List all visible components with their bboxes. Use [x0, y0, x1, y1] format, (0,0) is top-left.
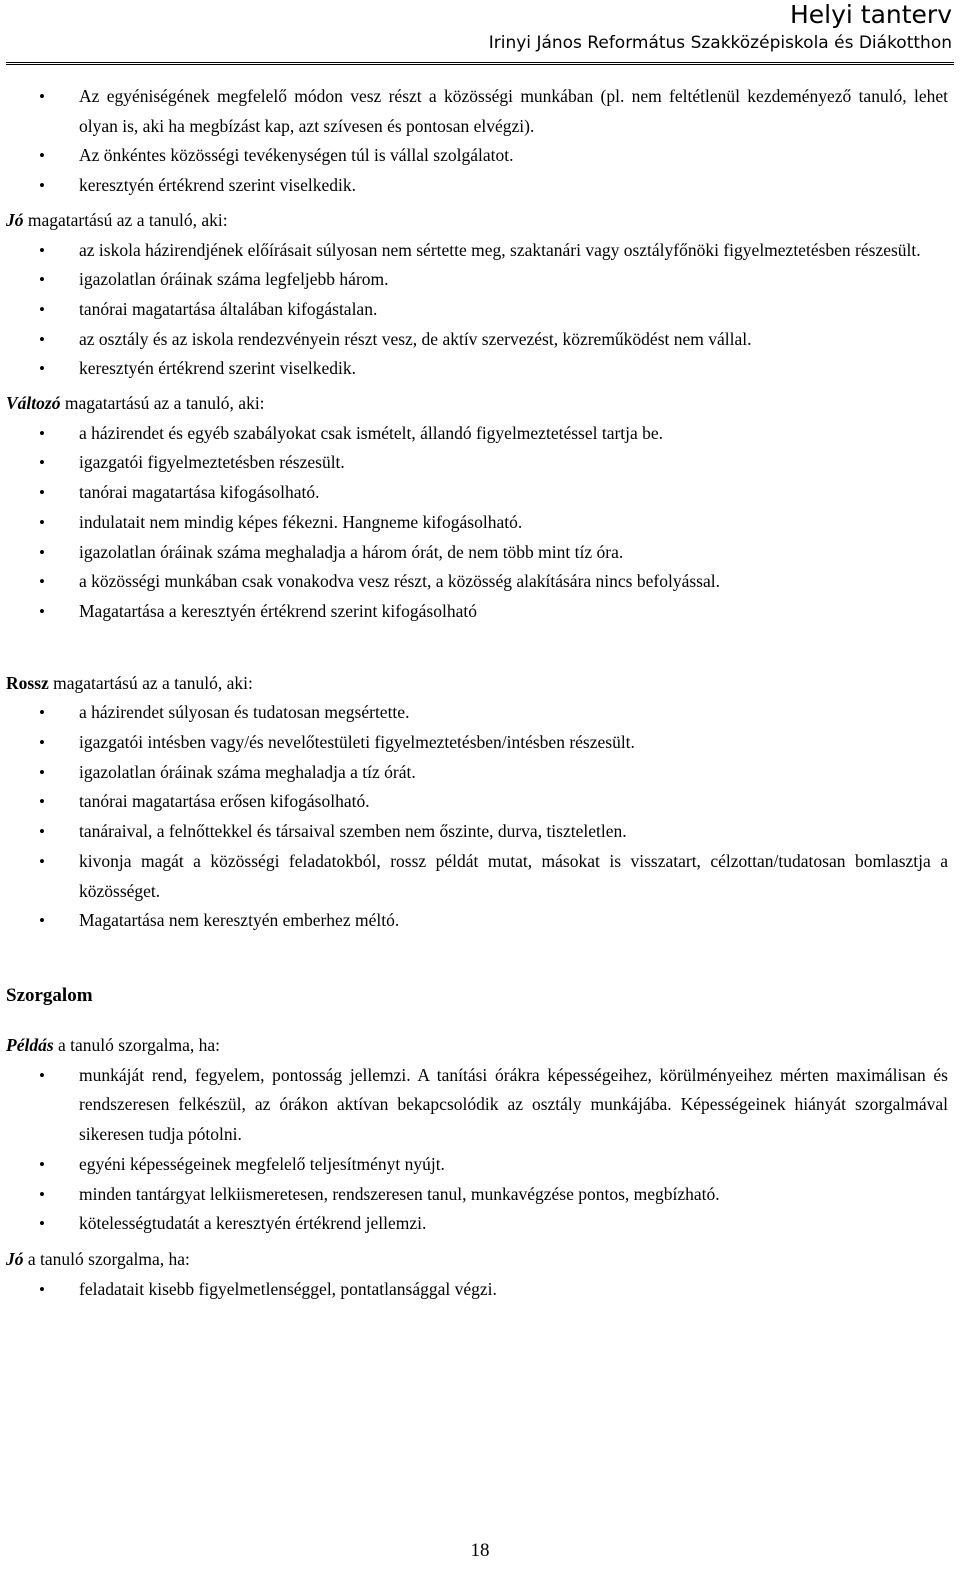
list-item: • tanáraival, a felnőttekkel és társaival szemben nem őszinte, durva, tiszteletlen.	[6, 817, 948, 847]
lead-text: magatartású az a tanuló, aki:	[60, 393, 265, 414]
list-item: • kötelességtudatát a keresztyén értékrend jellemzi.	[6, 1209, 948, 1239]
header-title: Helyi tanterv	[789, 0, 952, 29]
list-item: • Az egyéniségének megfelelő módon vesz részt a közösségi munkában (pl. nem feltétlenül kezdeményező tanuló, lehet olyan is, aki ha megbízást kap, azt szívesen és pontosan elvégzi).	[6, 82, 948, 141]
lead-emphasis: Példás	[6, 1034, 54, 1055]
list-item: • tanórai magatartása erősen kifogásolható.	[6, 787, 948, 817]
list-item: • indulatait nem mindig képes fékezni. Hangneme kifogásolható.	[6, 508, 948, 538]
list-item: • Magatartása a keresztyén értékrend szerint kifogásolható	[6, 597, 948, 627]
list-item: • Magatartása nem keresztyén emberhez méltó.	[6, 906, 948, 936]
list-item: • Az önkéntes közösségi tevékenységen túl is vállal szolgálatot.	[6, 141, 948, 171]
list-item: • az iskola házirendjének előírásait súlyosan nem sértette meg, szaktanári vagy osztályfőnöki figyelmeztetésben részesült.	[6, 236, 948, 266]
list-item: • igazolatlan óráinak száma meghaladja a három órát, de nem több mint tíz óra.	[6, 538, 948, 568]
list-item: • az osztály és az iskola rendezvényein részt vesz, de aktív szervezést, közreműködést nem vállal.	[6, 325, 948, 355]
list-item: • munkáját rend, fegyelem, pontosság jellemzi. A tanítási órákra képességeihez, körülményeihez mérten maximálisan és rendszeresen felkészül, az órákon aktívan bekapcsolódik az osztály munkájába. Képességeinek hiányát szorgalmával sikeresen tudja pótolni.	[6, 1061, 948, 1150]
jo-diligence-list	[6, 1275, 948, 1305]
valtozo-behaviour-lead	[6, 389, 948, 419]
list-item: • keresztyén értékrend szerint viselkedik.	[6, 354, 948, 384]
list-item: • egyéni képességeinek megfelelő teljesítményt nyújt.	[6, 1150, 948, 1180]
lead-emphasis: Jó	[6, 1248, 24, 1269]
lead-text: magatartású az a tanuló, aki:	[23, 209, 228, 230]
list-item: • igazgatói figyelmeztetésben részesült.	[6, 448, 948, 478]
list-item: • igazolatlan óráinak száma legfeljebb három.	[6, 265, 948, 295]
lead-text: a tanuló szorgalma, ha:	[53, 1034, 221, 1055]
list-item: • tanórai magatartása általában kifogástalan.	[6, 295, 948, 325]
jo-diligence-lead	[6, 1245, 948, 1275]
intro-list	[6, 82, 948, 201]
section-heading-szorgalom: Szorgalom	[6, 984, 93, 1006]
lead-emphasis: Jó	[6, 209, 24, 230]
list-item: • kivonja magát a közösségi feladatokból, rossz példát mutat, másokat is visszatart, célzottan/tudatosan bomlasztja a közösséget.	[6, 847, 948, 906]
pelda-diligence-list	[6, 1061, 948, 1239]
list-item: • a közösségi munkában csak vonakodva vesz részt, a közösség alakítására nincs befolyással.	[6, 567, 948, 597]
list-item: • tanórai magatartása kifogásolható.	[6, 478, 948, 508]
rossz-behaviour-list	[6, 698, 948, 936]
document-body	[6, 82, 948, 1304]
list-item: • igazolatlan óráinak száma meghaladja a tíz órát.	[6, 758, 948, 788]
list-item: • a házirendet és egyéb szabályokat csak ismételt, állandó figyelmeztetéssel tartja be.	[6, 419, 948, 449]
rossz-behaviour-lead	[6, 669, 948, 699]
list-item: • a házirendet súlyosan és tudatosan megsértette.	[6, 698, 948, 728]
page-header	[489, 0, 952, 54]
header-divider	[6, 62, 954, 65]
lead-text: magatartású az a tanuló, aki:	[48, 672, 253, 693]
jo-behaviour-list	[6, 236, 948, 385]
list-item: • keresztyén értékrend szerint viselkedik.	[6, 171, 948, 201]
pelda-diligence-lead	[6, 1031, 948, 1061]
list-item: • feladatait kisebb figyelmetlenséggel, pontatlansággal végzi.	[6, 1275, 948, 1305]
jo-behaviour-lead	[6, 206, 948, 236]
header-subtitle: Irinyi János Református Szakközépiskola és Diákotthon	[488, 33, 952, 53]
lead-emphasis: Rossz	[6, 672, 49, 693]
lead-emphasis: Változó	[6, 393, 61, 414]
valtozo-behaviour-list	[6, 419, 948, 627]
page-number: 18	[470, 1540, 490, 1561]
list-item: • minden tantárgyat lelkiismeretesen, rendszeresen tanul, munkavégzése pontos, megbízható.	[6, 1180, 948, 1210]
lead-text: a tanuló szorgalma, ha:	[23, 1248, 190, 1269]
list-item: • igazgatói intésben vagy/és nevelőtestületi figyelmeztetésben/intésben részesült.	[6, 728, 948, 758]
